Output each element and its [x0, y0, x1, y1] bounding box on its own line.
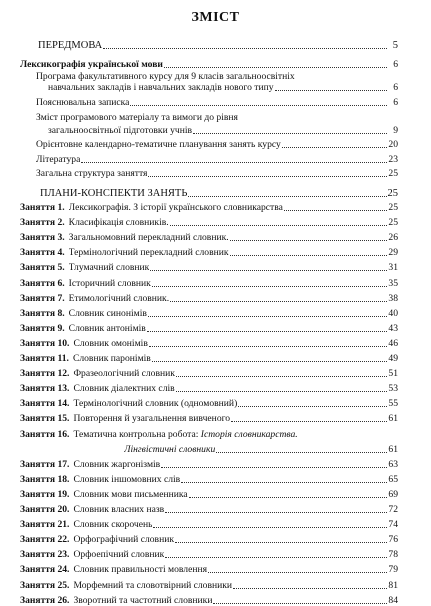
- toc-page-number: 51: [388, 368, 398, 380]
- toc-entry-label: загальноосвітньої підготовки учнів: [48, 125, 193, 136]
- lesson-number: Заняття 21.: [20, 519, 70, 531]
- toc-page-number: 6: [393, 97, 398, 108]
- toc-page-number: 76: [388, 534, 398, 546]
- toc-entry-label: ПЛАНИ-КОНСПЕКТИ ЗАНЯТЬ: [40, 188, 188, 199]
- dot-leader: [193, 133, 387, 134]
- lesson-title: [73, 368, 174, 379]
- toc-entry-label: навчальних закладів і навчальних закладів нового типу: [48, 82, 274, 93]
- lesson-number: Заняття 25.: [20, 579, 70, 591]
- dot-leader: [230, 255, 387, 256]
- toc-entry-label: Лексикографія української мови: [20, 59, 163, 70]
- lesson-number: Заняття 6.: [20, 277, 65, 289]
- toc-entry-lesson[interactable]: [20, 459, 398, 470]
- lesson-number: Заняття 3.: [20, 232, 65, 244]
- dot-leader: [130, 105, 387, 106]
- dot-leader: [230, 240, 387, 241]
- toc-entry-label: ПЕРЕДМОВА: [38, 40, 103, 51]
- lesson-title: [73, 504, 164, 515]
- toc-entry-preface[interactable]: [38, 40, 398, 51]
- toc-entry-lesson[interactable]: [20, 262, 398, 273]
- toc-entry-content-line2[interactable]: [48, 125, 398, 136]
- dot-leader: [208, 572, 387, 573]
- lesson-title: [73, 519, 152, 530]
- lesson-title-text: Словник власних назв: [73, 504, 165, 515]
- lesson-title: [73, 459, 160, 470]
- toc-page-number: 5: [392, 40, 398, 51]
- dot-leader: [153, 527, 387, 528]
- page-title: ЗМІСТ: [191, 10, 240, 25]
- lesson-number: Заняття 5.: [20, 262, 65, 274]
- lesson-title: [69, 217, 169, 228]
- lesson-title-italic: Лінгвістичні словники: [124, 443, 216, 455]
- lesson-title: [73, 534, 174, 545]
- toc-page-number: 61: [388, 413, 398, 425]
- toc-page-number: 65: [388, 473, 398, 485]
- toc-page-number: 35: [388, 277, 398, 289]
- toc-page-number: 29: [388, 247, 398, 259]
- lesson-number: Заняття 22.: [20, 534, 70, 546]
- toc-entry-label: Орієнтовне календарно-тематичне планування занять курсу: [36, 139, 281, 150]
- dot-leader: [161, 467, 387, 468]
- toc-entry-lesson[interactable]: [20, 564, 398, 575]
- lesson-title-text: Словник жаргонізмів: [73, 458, 161, 470]
- dot-leader: [152, 361, 387, 362]
- toc-entry-label: Програма факультативного курсу для 9 класів загальноосвітніх: [36, 71, 295, 82]
- toc-entry-lesson-continuation[interactable]: [124, 444, 398, 455]
- dot-leader: [165, 557, 387, 558]
- lesson-number: Заняття 10.: [20, 337, 70, 349]
- toc-entry-lesson[interactable]: [20, 247, 398, 258]
- lesson-title: [73, 413, 230, 424]
- toc-entry-lesson[interactable]: [20, 383, 398, 394]
- toc-page-number: 38: [388, 292, 398, 304]
- toc-entry-lesson[interactable]: [20, 202, 398, 213]
- lesson-number: Заняття 24.: [20, 564, 70, 576]
- toc-entry-lesson[interactable]: [20, 217, 398, 228]
- dot-leader: [176, 391, 387, 392]
- dot-leader: [165, 512, 387, 513]
- dot-leader: [213, 603, 387, 604]
- dot-leader: [284, 210, 387, 211]
- toc-page-number: 9: [393, 125, 398, 136]
- lesson-title-text: Словник іншомовних слів: [73, 473, 181, 485]
- lesson-title-text: Словник мови письменника: [73, 488, 188, 500]
- lesson-title-text: Фразеологічний словник: [73, 368, 175, 380]
- lesson-title: [69, 323, 146, 334]
- dot-leader: [150, 270, 387, 271]
- lesson-title-text: Загальномовний перекладний словник.: [68, 232, 229, 244]
- lesson-number: Заняття 17.: [20, 458, 70, 470]
- lesson-title-text: Словник омонімів: [73, 337, 148, 349]
- dot-leader: [103, 48, 387, 49]
- dot-leader: [152, 286, 387, 287]
- dot-leader: [231, 421, 387, 422]
- toc-entry-lesson[interactable]: [20, 549, 398, 560]
- lesson-number: Заняття 26.: [20, 594, 70, 606]
- toc-entry-lesson[interactable]: [20, 534, 398, 545]
- lesson-number: Заняття 8.: [20, 307, 65, 319]
- lesson-title: [73, 580, 232, 591]
- toc-page-number: 6: [393, 59, 398, 70]
- toc-page-number: 72: [388, 504, 398, 515]
- lesson-number: Заняття 9.: [20, 322, 65, 334]
- toc-entry-lesson[interactable]: [20, 278, 398, 289]
- toc-entry-lesson[interactable]: [20, 595, 398, 606]
- toc-page-number: 25: [388, 217, 398, 229]
- dot-leader: [149, 346, 387, 347]
- lesson-title-text: Зворотний та частотний словники: [73, 594, 213, 606]
- lesson-title: [73, 474, 180, 485]
- toc-entry-label: Зміст програмового матеріалу та вимоги до рівня: [36, 112, 238, 123]
- toc-page-number: 49: [388, 353, 398, 364]
- toc-entry-lesson[interactable]: [20, 338, 398, 349]
- lesson-title: [69, 308, 147, 319]
- lesson-title: [69, 202, 283, 213]
- lesson-title: [73, 398, 237, 409]
- toc-entry-explanatory-note[interactable]: [36, 97, 398, 108]
- toc-entry-literature[interactable]: [36, 154, 398, 165]
- lesson-number: Заняття 15.: [20, 413, 70, 425]
- toc-entry-lesson[interactable]: [20, 368, 398, 379]
- toc-page-number: 74: [388, 519, 398, 531]
- lesson-title-text: Орфографічний словник: [73, 534, 175, 546]
- toc-page-number: 55: [388, 398, 398, 410]
- lesson-title: [69, 293, 169, 304]
- dot-leader: [164, 67, 387, 68]
- lesson-number: Заняття 20.: [20, 504, 70, 515]
- lesson-title: [69, 247, 229, 258]
- toc-page-number: 20: [388, 139, 398, 150]
- lesson-title-text: Тематична контрольна робота:: [73, 428, 201, 440]
- toc-page-number: 84: [388, 594, 398, 606]
- lesson-title-text: Словник діалектних слів: [73, 383, 175, 395]
- lesson-title-text: Класифікація словників.: [68, 217, 169, 229]
- toc-page-number: 53: [388, 383, 398, 395]
- dot-leader: [170, 301, 387, 302]
- lesson-title: [73, 429, 297, 440]
- toc-page-number: 81: [388, 579, 398, 591]
- toc-entry-lesson[interactable]: [20, 489, 398, 500]
- toc-page-number: 25: [388, 202, 398, 213]
- toc-entry-label: Пояснювальна записка: [36, 97, 130, 108]
- lesson-title-text: Історичний словник: [68, 277, 151, 289]
- lesson-title-text: Орфоепічний словник: [73, 549, 165, 561]
- lesson-title: [73, 595, 212, 606]
- toc-page-number: 46: [388, 337, 398, 349]
- toc-page-number: 78: [388, 549, 398, 561]
- lesson-title: [73, 338, 147, 349]
- dot-leader: [238, 406, 387, 407]
- toc-entry-label: Література: [36, 154, 81, 165]
- dot-leader: [216, 452, 387, 453]
- lesson-title: [69, 278, 151, 289]
- dot-leader: [148, 176, 387, 177]
- dot-leader: [170, 225, 387, 226]
- toc-entry-lesson[interactable]: [20, 413, 398, 424]
- lesson-title: [73, 383, 174, 394]
- toc-entry-lesson[interactable]: [20, 504, 398, 515]
- lesson-number: Заняття 14.: [20, 398, 70, 410]
- lesson-number: Заняття 13.: [20, 383, 70, 395]
- toc-entry-lesson[interactable]: [20, 353, 398, 364]
- toc-page-number: 63: [388, 458, 398, 470]
- toc-entry-structure[interactable]: [36, 168, 398, 179]
- toc-entry-lesson[interactable]: [20, 232, 398, 243]
- lesson-number: Заняття 2.: [20, 217, 65, 229]
- dot-leader: [147, 331, 387, 332]
- lesson-title: [124, 444, 215, 455]
- lesson-title-text: Словник правильності мовлення: [73, 564, 208, 576]
- lesson-title-text: Словник синонімів: [68, 307, 147, 319]
- toc-entry-label: Загальна структура заняття: [36, 168, 148, 179]
- toc-page-number: 31: [388, 262, 398, 274]
- toc-entry-lesson[interactable]: [20, 308, 398, 319]
- lesson-title-italic: Історія словникарства.: [200, 428, 298, 440]
- dot-leader: [176, 376, 387, 377]
- dot-leader: [175, 542, 387, 543]
- dot-leader: [188, 196, 386, 197]
- lesson-title-text: Словник антонімів: [68, 322, 146, 334]
- toc-entry-content-line1[interactable]: [36, 112, 398, 123]
- toc-page-number: 69: [388, 488, 398, 500]
- toc-page-number: 61: [388, 443, 398, 455]
- toc-page-number: 6: [393, 82, 398, 93]
- lesson-number: Заняття 18.: [20, 473, 70, 485]
- toc-entry-lexicography[interactable]: [20, 59, 398, 70]
- lesson-title-text: Термінологічний перекладний словник: [68, 247, 229, 259]
- lesson-number: Заняття 1.: [20, 202, 65, 213]
- dot-leader: [282, 147, 387, 148]
- dot-leader: [275, 90, 387, 91]
- toc-page-number: 40: [388, 307, 398, 319]
- lesson-number: Заняття 11.: [20, 353, 69, 364]
- toc-page-number: 79: [388, 564, 398, 576]
- toc-page-number: 25: [388, 168, 398, 179]
- lesson-number: Заняття 23.: [20, 549, 70, 561]
- toc-entry-lesson[interactable]: [20, 580, 398, 591]
- toc-page-number: 26: [388, 232, 398, 244]
- dot-leader: [233, 588, 387, 589]
- lesson-number: Заняття 12.: [20, 368, 70, 380]
- lesson-title-text: Словник скорочень: [73, 519, 153, 531]
- toc-entry-lesson[interactable]: [20, 323, 398, 334]
- lesson-number: Заняття 19.: [20, 488, 70, 500]
- lesson-title-text: Етимологічний словник.: [68, 292, 170, 304]
- toc-entry-program-line2[interactable]: [48, 82, 398, 93]
- lesson-number: Заняття 16.: [20, 428, 70, 440]
- dot-leader: [181, 482, 387, 483]
- lesson-title: [69, 232, 229, 243]
- lesson-title-text: Лексикографія. З історії українського словникарства: [68, 202, 283, 213]
- toc-entry-lesson[interactable]: [20, 398, 398, 409]
- toc-entry-lesson[interactable]: [20, 519, 398, 530]
- toc-page-number: 25: [387, 188, 398, 199]
- lesson-title: [69, 262, 150, 273]
- toc-entry-lesson[interactable]: [20, 293, 398, 304]
- lesson-title: [73, 564, 207, 575]
- toc-page-number: 43: [388, 322, 398, 334]
- lesson-title-text: Термінологічний словник (одномовний): [73, 398, 238, 410]
- lesson-title-text: Словник паронімів: [72, 353, 151, 364]
- toc-entry-lesson[interactable]: [20, 474, 398, 485]
- toc-entry-lesson[interactable]: [20, 429, 398, 440]
- toc-entry-program-line1[interactable]: [36, 71, 398, 82]
- toc-entry-lesson-plans[interactable]: [40, 188, 398, 199]
- lesson-title-text: Тлумачний словник: [68, 262, 150, 274]
- toc-page-number: 23: [388, 154, 398, 165]
- dot-leader: [189, 497, 387, 498]
- lesson-title-text: Повторення й узагальнення вивченого: [73, 413, 231, 425]
- lesson-title: [73, 353, 151, 364]
- lesson-title: [73, 489, 187, 500]
- dot-leader: [148, 316, 387, 317]
- dot-leader: [81, 162, 387, 163]
- lesson-number: Заняття 7.: [20, 292, 65, 304]
- lesson-number: Заняття 4.: [20, 247, 65, 259]
- lesson-title-text: Морфемний та словотвірний словники: [73, 579, 233, 591]
- lesson-title: [73, 549, 164, 560]
- toc-entry-planning[interactable]: [36, 139, 398, 150]
